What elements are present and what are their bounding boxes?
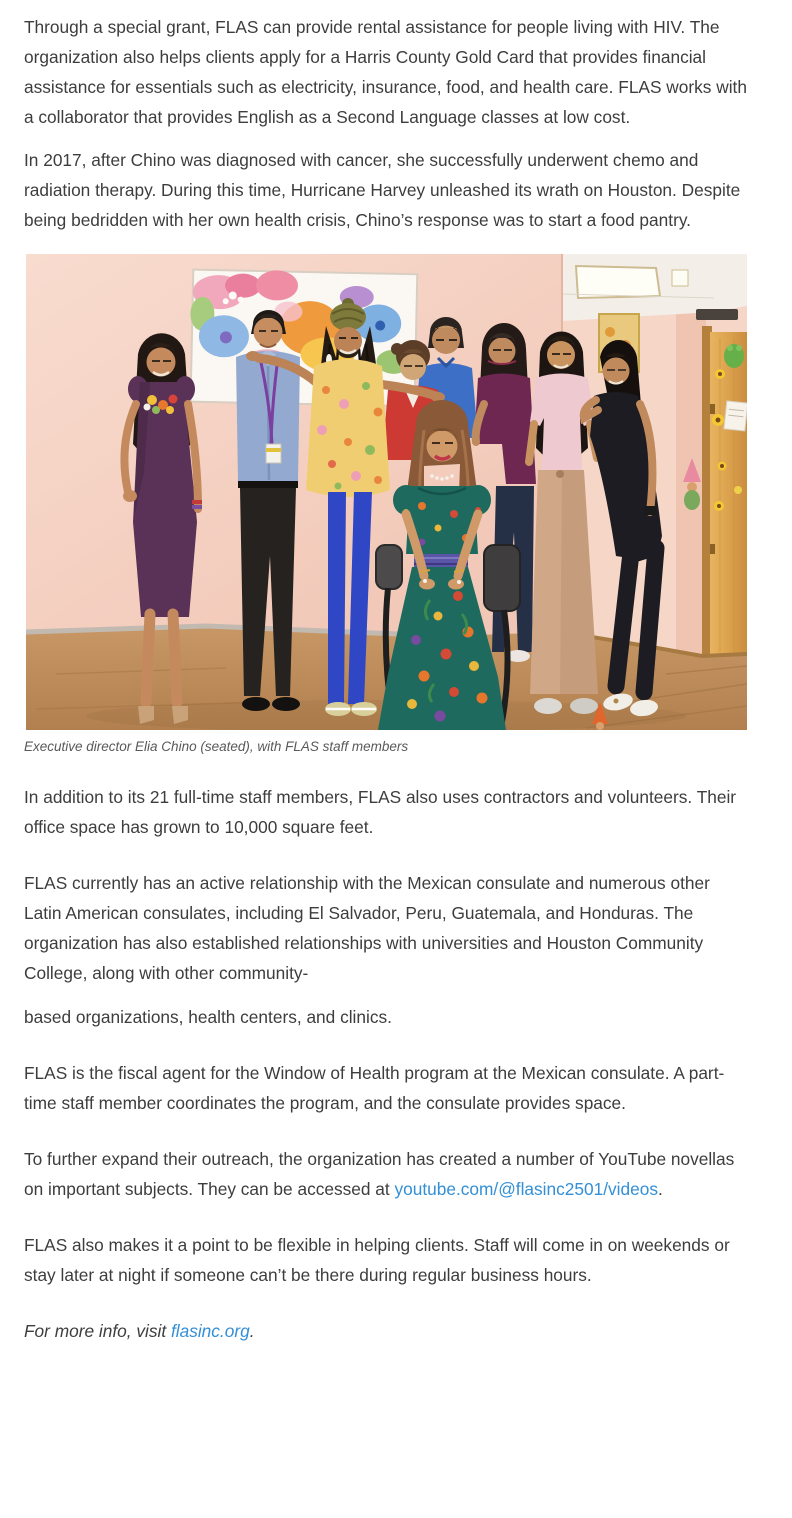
vent-grille: [696, 309, 738, 320]
text-run: In addition to its 21 full-time staff members, FLAS also uses contractors and volunteers. Their office space has grown to 10,000 square feet.: [24, 787, 737, 837]
text-run: To further expand their outreach, the organization has created a number of YouTube novellas on important subjects. They can be accessed at: [24, 1149, 735, 1199]
paragraph-consulates: [24, 868, 750, 988]
text-run: .: [249, 1321, 255, 1341]
text-run: In 2017, after Chino was diagnosed with cancer, she successfully underwent chemo and radiation therapy. During this time, Hurricane Harvey unleashed its wrath on Houston. Despite being bedridden with her own health crisis, Chino’s response was to start a food pantry.: [24, 150, 741, 230]
paragraph-window-of-health: [24, 1058, 750, 1118]
paragraph-intro-grant: [24, 12, 750, 132]
office-door: [702, 326, 747, 658]
paragraph-staff-size: [24, 782, 750, 842]
text-run: FLAS is the fiscal agent for the Window of Health program at the Mexican consulate. A part-time staff member coordinates the program, and the consulate provides space.: [24, 1063, 725, 1113]
paragraph-community-orgs: [24, 1002, 750, 1032]
article-image: [26, 254, 747, 756]
paragraphs-before-photo: [24, 12, 750, 235]
text-run: based organizations, health centers, and clinics.: [24, 1007, 392, 1027]
inline-link[interactable]: youtube.com/@flasinc2501/videos: [394, 1179, 658, 1199]
door-frog-decal: [724, 344, 744, 368]
paragraph-flexibility: [24, 1230, 750, 1290]
text-run: .: [657, 1179, 663, 1199]
text-run: FLAS currently has an active relationship with the Mexican consulate and numerous other Latin American consulates, including El Salvador, Peru, Guatemala, and Honduras. The organization has also established relationships with universities and Houston Community College, along with other community-: [24, 873, 710, 983]
paragraph-youtube-novellas: [24, 1144, 750, 1204]
inline-link[interactable]: flasinc.org: [170, 1321, 250, 1341]
text-run: For more info, visit: [24, 1321, 171, 1341]
staff-photo: [26, 254, 747, 730]
paragraphs-after-photo: [24, 782, 750, 1346]
door-certificate: [724, 401, 747, 431]
paragraph-more-info: [24, 1316, 750, 1346]
photo-caption: Executive director Elia Chino (seated), with FLAS staff members: [24, 739, 409, 754]
paragraph-chino-cancer: [24, 145, 750, 235]
text-run: Through a special grant, FLAS can provide rental assistance for people living with HIV. The organization also helps clients apply for a Harris County Gold Card that provides financial assistance for essentials such as electricity, insurance, food, and health care. FLAS works with a collaborator that provides English as a Second Language classes at low cost.: [24, 17, 747, 127]
text-run: FLAS also makes it a point to be flexible in helping clients. Staff will come in on weekends or stay later at night if someone can’t be there during regular business hours.: [24, 1235, 730, 1285]
